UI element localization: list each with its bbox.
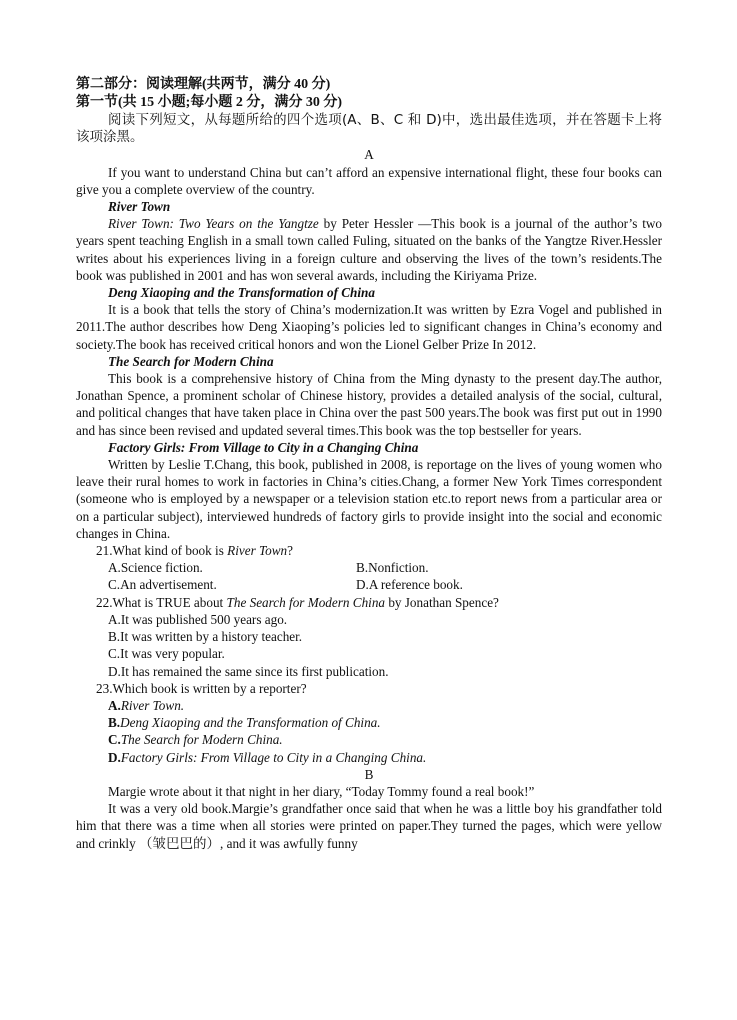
q23-option-c-label: C. [108, 732, 121, 748]
passage-b-paragraph-1: Margie wrote about it that night in her diary, “Today Tommy found a real book!” [108, 783, 535, 799]
question-22-stem [76, 594, 662, 611]
q23-option-d-text: Factory Girls: From Village to City in a Changing China. [120, 749, 427, 765]
book-title-search-modern-china: The Search for Modern China [108, 353, 274, 369]
q22-stem-title: The Search for Modern China [226, 594, 386, 610]
book-title-factory-girls: Factory Girls: From Village to City in a Changing China [108, 439, 419, 455]
q23-option-b[interactable] [76, 714, 662, 731]
question-23-stem: 23.Which book is written by a reporter? [96, 680, 307, 696]
q23-option-a-text: River Town. [120, 697, 185, 713]
instructions: 阅读下列短文，从每题所给的四个选项(A、B、C 和 D)中，选出最佳选项，并在答题卡上将该项涂黑。 [76, 112, 662, 146]
q21-stem-pre: 21.What kind of book is [96, 543, 228, 559]
book-desc-river-town [76, 215, 662, 284]
q23-option-d[interactable] [76, 749, 662, 766]
q21-stem-post: ? [287, 543, 293, 559]
book-title-deng-xiaoping: Deng Xiaoping and the Transformation of China [108, 285, 375, 301]
p2-text-end: , and it was awfully funny [220, 835, 358, 851]
book-desc-text: by Peter Hessler —This book is a journal of the author’s two years spent teaching English in a small town called Fuling, situated on the banks of the Yangtze River.Hessler writes about his experiences living in a foreign culture and observing the lives of the town’s residents.The book was published in 2001 and has won several awards, including the Kiriyama Prize. [76, 216, 662, 283]
q23-option-b-text: Deng Xiaoping and the Transformation of China. [120, 715, 381, 731]
q23-option-b-label: B. [108, 715, 121, 731]
q23-option-c-text: The Search for Modern China. [120, 732, 283, 748]
passage-b-letter: B [364, 766, 374, 782]
book-title-river-town: River Town [108, 199, 171, 215]
question-21-options-row1 [76, 559, 662, 576]
book-desc-deng-xiaoping: It is a book that tells the story of China’s modernization.It was written by Ezra Vogel and published in 2011.The author describes how Deng Xiaoping’s policies led to significant changes in China’s economy and society.The book has received critical honors and won the Lionel Gelber Prize In 2012. [76, 302, 662, 352]
q23-option-d-label: D. [108, 749, 121, 765]
q22-option-b[interactable]: B.It was written by a history teacher. [108, 629, 303, 645]
passage-b-paragraph-2 [76, 800, 662, 853]
q21-option-b[interactable]: B.Nonfiction. [356, 560, 429, 576]
q22-stem-pre: 22.What is TRUE about [96, 594, 227, 610]
book-desc-search-modern-china: This book is a comprehensive history of China from the Ming dynasty to the present day.The author, Jonathan Spence, a prominent scholar of Chinese history, provides a detailed analysis of the social, cultural, and political changes that have taken place in China over the past 500 years.The book was first put out in 1990 and has since been revised and updated several times.This book was the top bestseller for years. [76, 371, 662, 438]
q23-option-c[interactable] [76, 731, 662, 748]
section-subtitle: 第一节(共 15 小题;每小题 2 分，满分 30 分) [76, 95, 342, 110]
book-lead-title: River Town: Two Years on the Yangtze [108, 216, 319, 232]
p2-text-start: It was a very old book.Margie’s grandfather once said that when he was a little boy his grandfather told him that there was a time when all stories were printed on paper.They turned the pages, which were yellow and crinkly [76, 801, 662, 851]
passage-a-intro: If you want to understand China but can’t afford an expensive international flight, these four books can give you a complete overview of the country. [76, 164, 662, 197]
q23-option-a-label: A. [108, 697, 121, 713]
question-21-stem [76, 542, 662, 559]
exam-page [76, 76, 662, 853]
q23-option-a[interactable] [76, 697, 662, 714]
q21-stem-title: River Town [227, 543, 288, 559]
q21-option-d[interactable]: D.A reference book. [356, 577, 463, 593]
q22-option-a[interactable]: A.It was published 500 years ago. [108, 611, 288, 627]
p2-chinese-gloss: （皱巴巴的） [139, 835, 220, 852]
q22-option-d[interactable]: D.It has remained the same since its first publication. [108, 663, 389, 679]
q21-option-c[interactable]: C.An advertisement. [108, 577, 217, 593]
q21-option-a[interactable]: A.Science fiction. [108, 560, 203, 576]
part-title: 第二部分：阅读理解(共两节，满分 40 分) [76, 77, 331, 92]
book-desc-factory-girls: Written by Leslie T.Chang, this book, published in 2008, is reportage on the lives of young women who leave their rural homes to work in factories in China’s cities.Chang, a former New York Times correspondent (someone who is employed by a newspaper or a television station etc.to report news from a particular area or on a particular subject), interviewed hundreds of factory girls to provide insight into the social and economic changes in China. [76, 457, 662, 541]
passage-a-letter: A [364, 147, 374, 163]
q22-option-c[interactable]: C.It was very popular. [108, 646, 225, 662]
q22-stem-post: by Jonathan Spence? [385, 594, 499, 610]
question-21-options-row2 [76, 576, 662, 593]
